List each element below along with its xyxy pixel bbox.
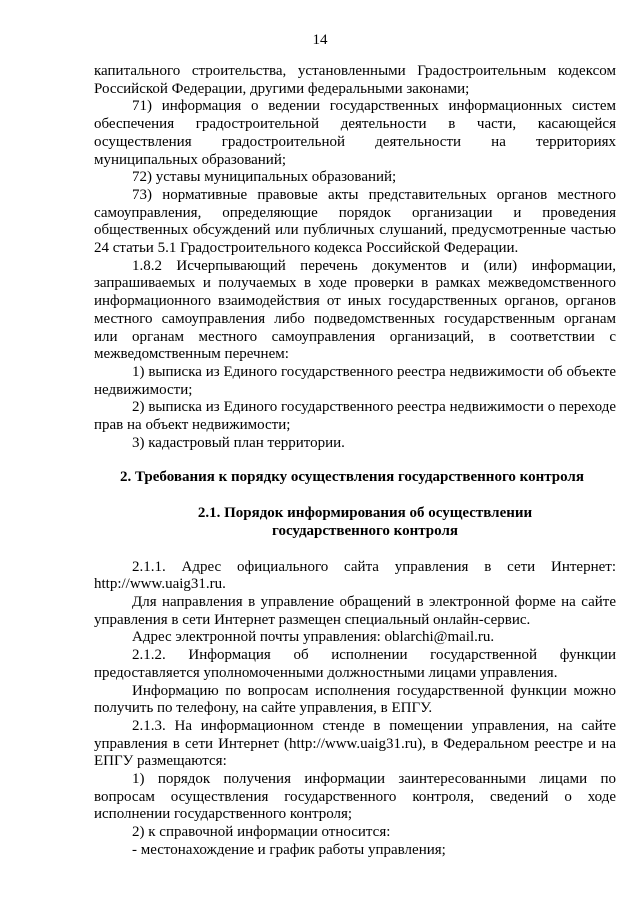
subsection-heading-line: государственного контроля: [272, 522, 458, 539]
list-item: 2) выписка из Единого государственного реестра недвижимости о переходе прав на объект недвижимости;: [94, 399, 616, 434]
paragraph: 1.8.2 Исчерпывающий перечень документов и (или) информации, запрашиваемых и получаемых в ходе проверки в рамках межведомственного информационного взаимодействия от иных государственных органов, органов местного самоуправления либо подведомственных государственным органам или органам местного самоуправления организаций, в соответствии с межведомственным перечнем:: [94, 257, 616, 363]
paragraph: 71) информация о ведении государственных информационных систем обеспечения градостроительной деятельности в части, касающейся осуществления градостроительной деятельности на территориях муниципальных образований;: [94, 98, 616, 168]
list-item: - местонахождение и график работы управления;: [132, 841, 446, 858]
section-heading: 2. Требования к порядку осуществления государственного контроля: [120, 469, 584, 486]
list-item: 2) к справочной информации относится:: [132, 824, 391, 841]
page-number: 14: [312, 32, 328, 48]
list-item: 1) порядок получения информации заинтересованными лицами по вопросам осуществления государственного контроля, сведений о ходе исполнении государственного контроля;: [94, 771, 616, 823]
paragraph: 73) нормативные правовые акты представительных органов местного самоуправления, определяющие порядок организации и проведения общественных обсуждений или публичных слушаний, предусмотренные частью 24 статьи 5.1 Градостроительного кодекса Российской Федерации.: [94, 186, 616, 257]
list-item: 1) выписка из Единого государственного реестра недвижимости об объекте недвижимости;: [94, 363, 616, 398]
paragraph: 2.1.3. На информационном стенде в помещении управления, на сайте управления в сети Интернет (http://www.uaig31.ru), в Федеральном реестре и на ЕПГУ размещаются:: [94, 717, 616, 770]
paragraph: Информацию по вопросам исполнения государственной функции можно получить по телефону, на сайте управления, в ЕПГУ.: [94, 682, 616, 717]
document-body: [94, 63, 616, 860]
paragraph: Адрес электронной почты управления: oblarchi@mail.ru.: [132, 629, 495, 646]
paragraph: капитального строительства, установленными Градостроительным кодексом Российской Федерации, другими федеральными законами;: [94, 63, 616, 97]
list-item: 3) кадастровый план территории.: [132, 434, 345, 451]
subsection-heading-line: 2.1. Порядок информирования об осуществлении: [197, 505, 533, 522]
paragraph: 2.1.2. Информация об исполнении государственной функции предоставляется уполномоченными должностными лицами управления.: [94, 647, 616, 681]
subsection-heading: [94, 505, 616, 540]
paragraph: 2.1.1. Адрес официального сайта управления в сети Интернет: http://www.uaig31.ru.: [94, 558, 616, 593]
paragraph: 72) уставы муниципальных образований;: [132, 169, 397, 186]
paragraph: Для направления в управление обращений в электронной форме на сайте управления в сети Интернет размещен специальный онлайн-сервис.: [94, 593, 616, 628]
